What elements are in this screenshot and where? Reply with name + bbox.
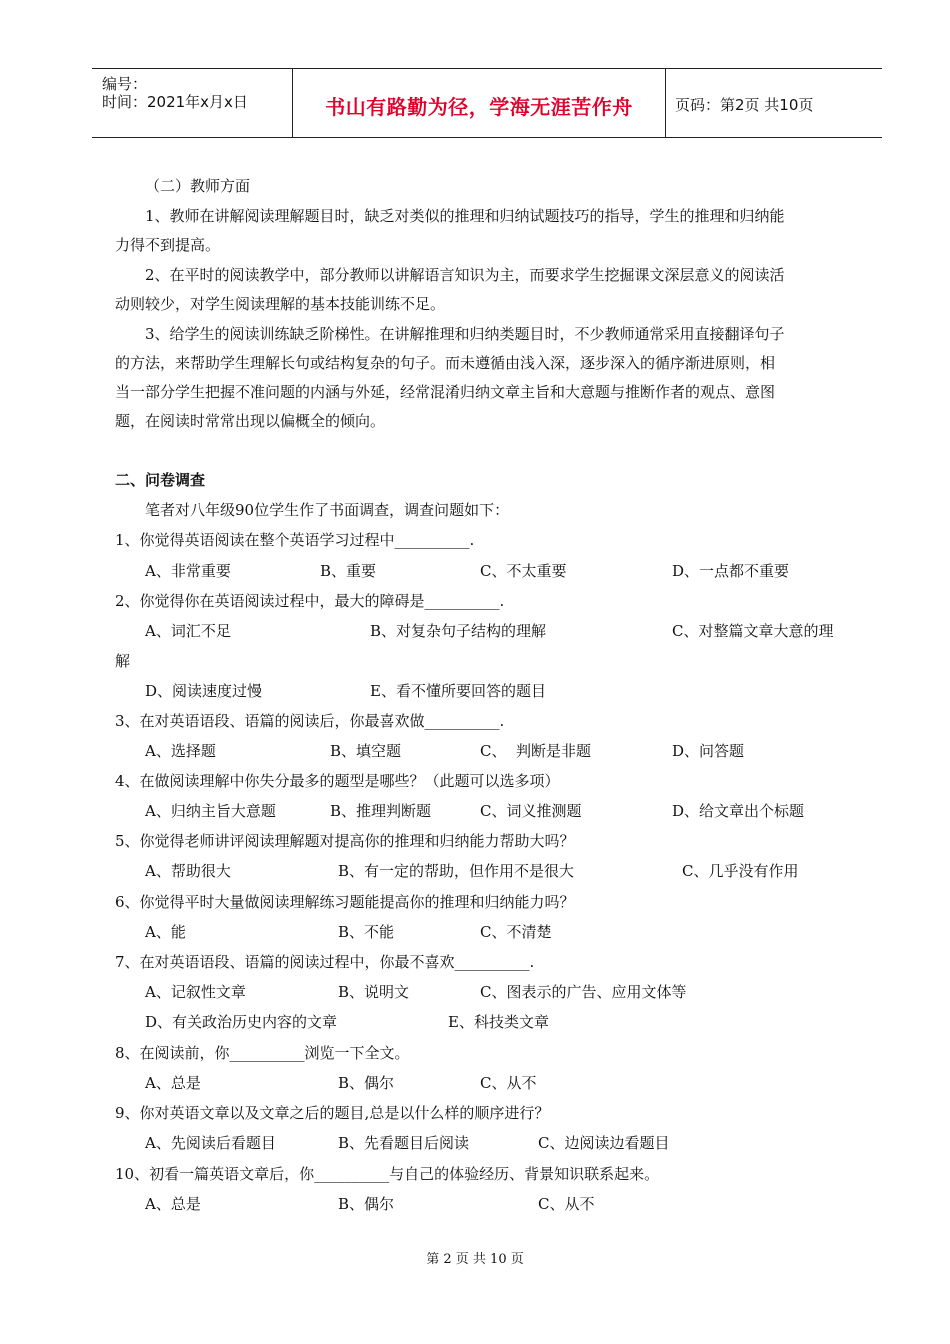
- motto: 书山有路勤为径，学海无涯苦作舟: [325, 95, 633, 119]
- option: C、几乎没有作用: [682, 862, 799, 880]
- option: C、 判断是非题: [480, 742, 592, 760]
- question: 8、在阅读前，你__________浏览一下全文。: [115, 1044, 410, 1062]
- option: A、词汇不足: [145, 622, 231, 640]
- question: 4、在做阅读理解中你失分最多的题型是哪些？（此题可以选多项）: [115, 772, 560, 790]
- option: B、不能: [338, 923, 395, 941]
- paragraph-line: 1、教师在讲解阅读理解题目时，缺乏对类似的推理和归纳试题技巧的指导，学生的推理和归纳能: [145, 207, 785, 225]
- section-heading: 二、问卷调查: [115, 471, 206, 489]
- question: 10、初看一篇英语文章后，你__________与自己的体验经历、背景知识联系起来。: [115, 1165, 660, 1183]
- page-header: [92, 68, 882, 138]
- option: C、从不: [480, 1074, 537, 1092]
- option: B、重要: [320, 562, 377, 580]
- question: 7、在对英语语段、语篇的阅读过程中，你最不喜欢__________.: [115, 953, 535, 971]
- paragraph-line: 笔者对八年级90位学生作了书面调查，调查问题如下：: [145, 501, 510, 519]
- subsection-heading: （二）教师方面: [145, 177, 251, 195]
- paragraph-line: 3、给学生的阅读训练缺乏阶梯性。在讲解推理和归纳类题目时，不少教师通常采用直接翻译句子: [145, 325, 785, 343]
- option: B、偶尔: [338, 1195, 395, 1213]
- option: B、有一定的帮助，但作用不是很大: [338, 862, 575, 880]
- option: B、推理判断题: [330, 802, 432, 820]
- option: B、先看题目后阅读: [338, 1134, 470, 1152]
- option: B、偶尔: [338, 1074, 395, 1092]
- option: C、边阅读边看题目: [538, 1134, 670, 1152]
- option: B、对复杂句子结构的理解: [370, 622, 547, 640]
- option: D、问答题: [672, 742, 745, 760]
- paragraph-line: 动则较少，对学生阅读理解的基本技能训练不足。: [115, 295, 446, 313]
- option: D、阅读速度过慢: [145, 682, 263, 700]
- option: C、图表示的广告、应用文体等: [480, 983, 687, 1001]
- question: 5、你觉得老师讲评阅读理解题对提高你的推理和归纳能力帮助大吗？: [115, 832, 575, 850]
- option: C、词义推测题: [480, 802, 582, 820]
- question: 6、你觉得平时大量做阅读理解练习题能提高你的推理和归纳能力吗？: [115, 893, 575, 911]
- question: 9、你对英语文章以及文章之后的题目,总是以什么样的顺序进行？: [115, 1104, 550, 1122]
- option: D、有关政治历史内容的文章: [145, 1013, 338, 1031]
- option: B、说明文: [338, 983, 410, 1001]
- option: C、对整篇文章大意的理: [672, 622, 834, 640]
- option: C、不太重要: [480, 562, 567, 580]
- option: C、不清楚: [480, 923, 552, 941]
- serial-label: 编号：: [102, 75, 148, 93]
- page-footer: 第 2 页 共 10 页: [426, 1252, 524, 1267]
- option: A、帮助很大: [145, 862, 231, 880]
- paragraph-line: 2、在平时的阅读教学中，部分教师以讲解语言知识为主，而要求学生挖掘课文深层意义的阅读活: [145, 266, 785, 284]
- paragraph-line: 题，在阅读时常常出现以偏概全的倾向。: [115, 412, 386, 430]
- option: A、能: [145, 923, 186, 941]
- option: A、归纳主旨大意题: [145, 802, 276, 820]
- option: A、记叙性文章: [145, 983, 246, 1001]
- option: D、一点都不重要: [672, 562, 790, 580]
- paragraph-line: 的方法，来帮助学生理解长句或结构复杂的句子。而未遵循由浅入深，逐步深入的循序渐进原则，相: [115, 354, 776, 372]
- option: D、给文章出个标题: [672, 802, 805, 820]
- question: 3、在对英语语段、语篇的阅读后，你最喜欢做__________.: [115, 712, 505, 730]
- option: E、看不懂所要回答的题目: [370, 682, 546, 700]
- option: C、从不: [538, 1195, 595, 1213]
- option-continuation: 解: [115, 652, 131, 670]
- page-label: 页码：第2页 共10页: [675, 96, 814, 114]
- question: 2、你觉得你在英语阅读过程中，最大的障碍是__________.: [115, 592, 505, 610]
- header-motto-cell: [292, 69, 666, 137]
- option: A、总是: [145, 1074, 201, 1092]
- header-meta-cell: [92, 69, 292, 137]
- header-page-cell: [665, 69, 882, 137]
- option: A、选择题: [145, 742, 216, 760]
- option: E、科技类文章: [448, 1013, 549, 1031]
- paragraph-line: 力得不到提高。: [115, 236, 221, 254]
- option: B、填空题: [330, 742, 402, 760]
- paragraph-line: 当一部分学生把握不准问题的内涵与外延，经常混淆归纳文章主旨和大意题与推断作者的观点、意图: [115, 383, 776, 401]
- option: A、总是: [145, 1195, 201, 1213]
- option: A、非常重要: [145, 562, 231, 580]
- question: 1、你觉得英语阅读在整个英语学习过程中__________.: [115, 531, 475, 549]
- option: A、先阅读后看题目: [145, 1134, 276, 1152]
- time-label: 时间：2021年x月x日: [102, 93, 248, 111]
